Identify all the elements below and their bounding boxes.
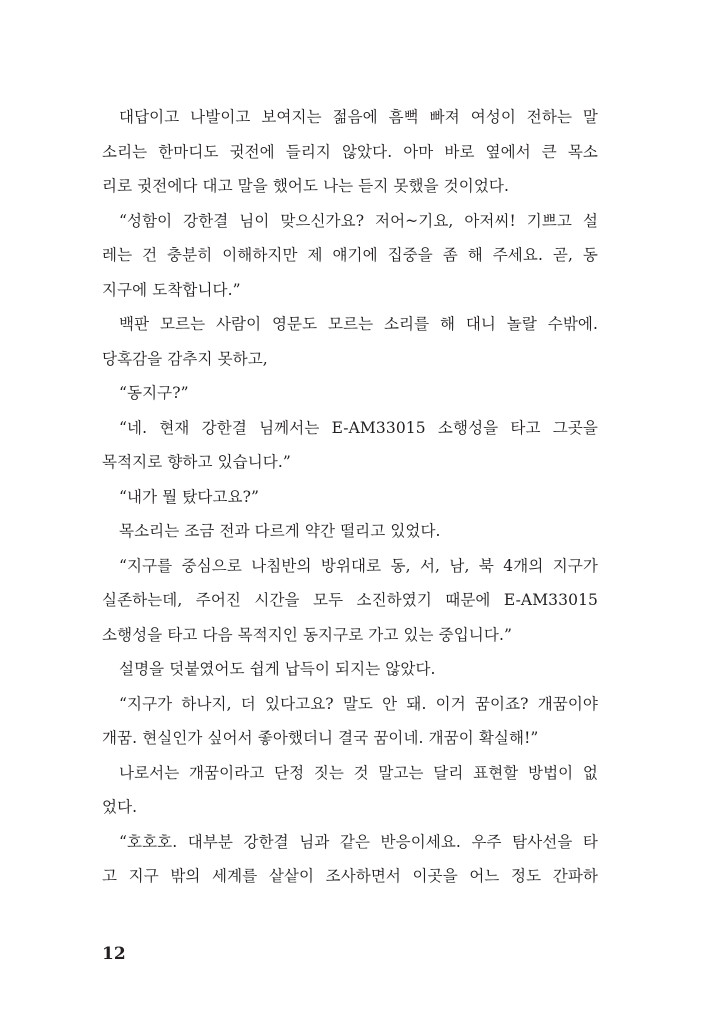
text-line: 소리는 한마디도 귓전에 들리지 않았다. 아마 바로 옆에서 큰 목소 bbox=[102, 142, 598, 161]
text-line: 지구에 도착합니다.” bbox=[102, 280, 241, 299]
text-line: 개꿈. 현실인가 싶어서 좋아했더니 결국 꿈이네. 개꿈이 확실해!” bbox=[102, 729, 539, 747]
text-line: 백판 모르는 사람이 영문도 모르는 소리를 해 대니 놀랄 수밖에. bbox=[119, 315, 598, 333]
text-line: “동지구?” bbox=[119, 384, 189, 402]
text-line: 실존하는데, 주어진 시간을 모두 소진하였기 때문에 E-AM33015 bbox=[102, 591, 598, 609]
text-line: 당혹감을 감추지 못하고, bbox=[102, 349, 268, 368]
page-number: 12 bbox=[102, 944, 126, 964]
text-line: “지구가 하나지, 더 있다고요? 말도 안 돼. 이거 꿈이죠? 개꿈이야 bbox=[119, 694, 598, 713]
text-line: 고 지구 밖의 세계를 샅샅이 조사하면서 이곳을 어느 정도 간파하 bbox=[102, 867, 598, 885]
text-line: 레는 건 충분히 이해하지만 제 얘기에 집중을 좀 해 주세요. 곧, 동 bbox=[102, 246, 598, 264]
text-line: “성함이 강한결 님이 맞으신가요? 저어~기요, 아저씨! 기쁘고 설 bbox=[119, 211, 598, 230]
text-line: “네. 현재 강한결 님께서는 E-AM33015 소행성을 타고 그곳을 bbox=[119, 418, 598, 437]
text-line: 대답이고 나발이고 보여지는 젊음에 흠뻑 빠져 여성이 전하는 말 bbox=[119, 108, 598, 126]
text-line: 설명을 덧붙였어도 쉽게 납득이 되지는 않았다. bbox=[119, 660, 436, 678]
text-line: “내가 뭘 탔다고요?” bbox=[119, 487, 260, 506]
body-text bbox=[102, 100, 598, 894]
text-line: 소행성을 타고 다음 목적지인 동지구로 가고 있는 중입니다.” bbox=[102, 625, 512, 644]
text-line: 목적지로 향하고 있습니다.” bbox=[102, 453, 291, 471]
text-line: 리로 귓전에다 대고 말을 했어도 나는 듣지 못했을 것이었다. bbox=[102, 177, 509, 195]
text-line: 목소리는 조금 전과 다르게 약간 떨리고 있었다. bbox=[119, 522, 441, 540]
text-line: 나로서는 개꿈이라고 단정 짓는 것 말고는 달리 표현할 방법이 없 bbox=[119, 763, 598, 782]
text-line: “지구를 중심으로 나침반의 방위대로 동, 서, 남, 북 4개의 지구가 bbox=[119, 556, 598, 575]
text-line: 었다. bbox=[102, 798, 138, 816]
text-line: “호호호. 대부분 강한결 님과 같은 반응이세요. 우주 탐사선을 타 bbox=[119, 832, 598, 851]
